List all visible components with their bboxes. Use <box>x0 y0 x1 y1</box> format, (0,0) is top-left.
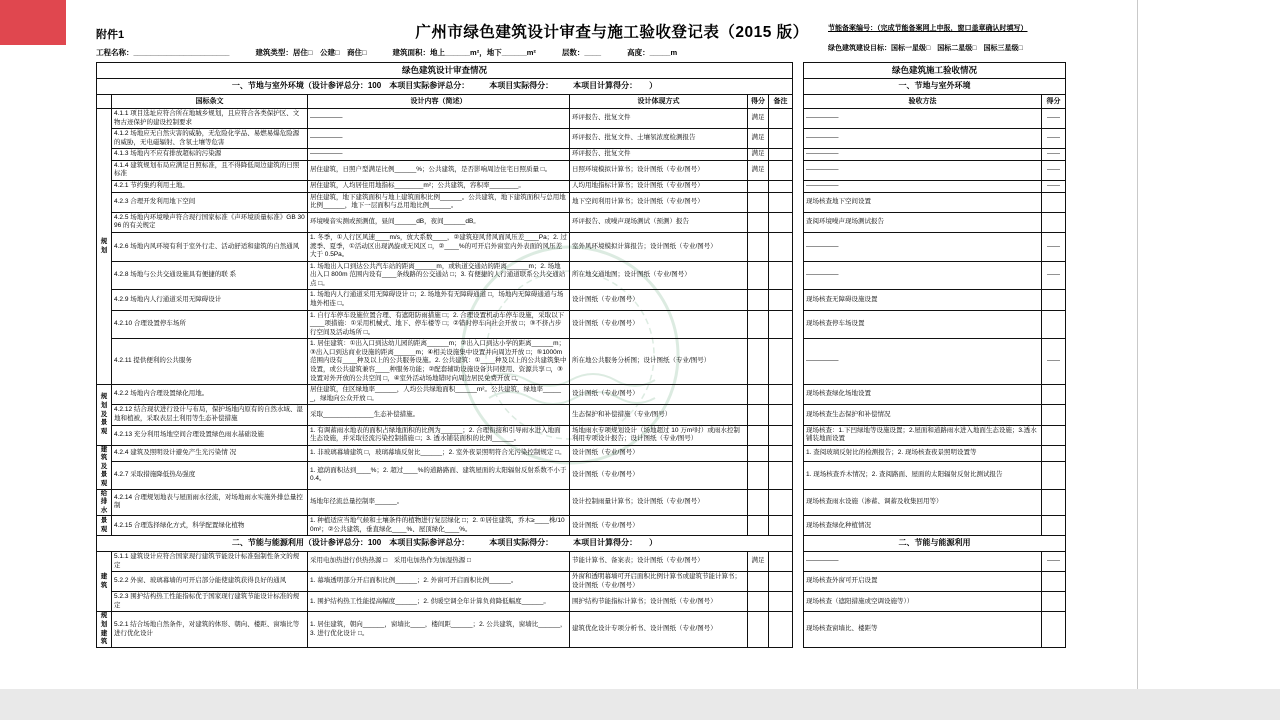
acceptance-score-cell <box>1042 212 1066 232</box>
registration-table <box>96 62 1066 648</box>
design-content-cell: 环境噪音实测或预测值，昼间______dB，夜间______dB。 <box>308 212 570 232</box>
table-row <box>97 192 1066 212</box>
category-cell: 规划建筑 <box>97 612 112 647</box>
score-cell <box>748 516 769 536</box>
table-gap <box>793 425 804 445</box>
acceptance-method-cell: ————— <box>804 109 1042 129</box>
note-cell <box>769 232 793 261</box>
score-cell <box>748 489 769 516</box>
design-content-cell: 1. 种植适应当地气候和土壤条件的植物进行复层绿化 □；2. ①居住建筑，乔木≥____株/100m²；②公共建筑，垂直绿化____%、屋顶绿化____%。 <box>308 516 570 536</box>
design-content-cell: 1. 冬季，①人行区风速____m/s，放大系数____，②建筑迎风背风面风压差____Pa；2. 过渡季、夏季，①活动区出现涡旋或无风区 □，②____%的可开启外窗室内外表面的风压差大于 0.5Pa。 <box>308 232 570 261</box>
design-method-cell: 设计图纸（专业/图号） <box>570 290 748 310</box>
score-cell <box>748 572 769 592</box>
table-gap <box>793 149 804 161</box>
acceptance-score-cell: —— <box>1042 551 1066 571</box>
table-row <box>97 160 1066 180</box>
table-gap <box>793 572 804 592</box>
score-cell <box>748 232 769 261</box>
design-method-header: 设计体现方式 <box>570 94 748 108</box>
score-cell <box>748 385 769 405</box>
table-gap <box>793 339 804 385</box>
acceptance-score-cell: —— <box>1042 109 1066 129</box>
table-row <box>97 129 1066 149</box>
note-cell <box>769 192 793 212</box>
acceptance-method-cell: ————— <box>804 339 1042 385</box>
note-cell <box>769 160 793 180</box>
clause-cell: 4.2.11 提供便利的公共服务 <box>112 339 308 385</box>
acceptance-method-cell: 现场核查窗墙比、楼距等 <box>804 612 1042 647</box>
design-content-cell: 1. 场地内人行通道采用无障碍设计 □；2. 场地外有无障碍通道 □，场地内无障碍通道与场地外相连 □。 <box>308 290 570 310</box>
design-method-cell: 外窗和透明幕墙可开启面积比例计算书或建筑节能计算书；设计图纸（专业/图号） <box>570 572 748 592</box>
acceptance-score-cell <box>1042 385 1066 405</box>
clause-cell: 5.2.3 围护结构热工性能指标优于国家现行建筑节能设计标准的规定 <box>112 592 308 612</box>
score-cell <box>748 612 769 647</box>
table-gap <box>793 232 804 261</box>
acceptance-method-cell: 现场核查停车场设置 <box>804 310 1042 339</box>
score-cell <box>748 181 769 193</box>
table-gap <box>793 94 804 108</box>
design-method-cell: 人均用地指标计算书；设计图纸（专业/图号） <box>570 181 748 193</box>
acceptance-method-cell: 现场核查：1.下凹绿地等设施设置；2.屋面和道路雨水进入地面生态设施；3.透水铺装地面设置 <box>804 425 1042 445</box>
section-heading-design: 一、节地与室外环境（设计参评总分：100 本项目实际参评总分： 本项目实际得分： 本项目计算得分： ） <box>97 79 793 95</box>
table-gap <box>793 109 804 129</box>
score-header: 得分 <box>748 94 769 108</box>
table-gap <box>793 129 804 149</box>
table-row <box>97 232 1066 261</box>
score-cell <box>748 261 769 290</box>
table-row <box>97 489 1066 516</box>
design-method-cell: 设计图纸（专业/图号） <box>570 461 748 489</box>
design-method-cell: 生态保护和补偿措施（专业/图号） <box>570 405 748 425</box>
green-target-note: 绿色建筑建设目标：国标一星级□ 国标二星级□ 国标三星级□ <box>828 44 1023 52</box>
bottom-gray-strip <box>0 689 1280 720</box>
design-method-cell: 日照环境模拟计算书；设计图纸（专业/图号） <box>570 160 748 180</box>
design-method-cell: 室外风环境模拟计算报告；设计图纸（专业/图号） <box>570 232 748 261</box>
clause-cell: 5.2.2 外窗、玻璃幕墙的可开启部分能使建筑获得良好的通风 <box>112 572 308 592</box>
design-content-header: 设计内容（简述） <box>308 94 570 108</box>
info-segment-4: 高度：_____m <box>627 48 678 57</box>
acceptance-method-cell: ————— <box>804 160 1042 180</box>
acceptance-method-cell: ————— <box>804 181 1042 193</box>
red-corner-block <box>0 0 66 45</box>
design-method-cell: 围护结构节能指标计算书；设计图纸（专业/图号） <box>570 592 748 612</box>
table-gap <box>793 181 804 193</box>
design-method-cell: 所在地交通地图；设计图纸（专业/图号） <box>570 261 748 290</box>
acceptance-method-cell: 现场核查绿化场地设置 <box>804 385 1042 405</box>
design-method-cell: 设计图纸（专业/图号） <box>570 516 748 536</box>
score-cell <box>748 212 769 232</box>
design-method-cell: 场地雨水专项规划设计（场地超过 10 万m²时）或雨水控制利用专项设计报告；设计图纸（专业/图号） <box>570 425 748 445</box>
table-gap <box>793 79 804 95</box>
info-segment-0: 工程名称：_______________________ <box>96 48 230 57</box>
acceptance-score-cell <box>1042 405 1066 425</box>
design-content-cell: 1. 居住建筑：①出入口到达幼儿园的距离______m；②出入口到达小学的距离______m；③出入口到达商业设施的距离______m；④相关设施集中设置并向周边开放 □；⑤1000m 范围内设有____种及以上的公共服务设施。2. 公共建筑：①____种及以上的公共建筑集中设置，或公共建筑兼容____种服务功能；②配套辅助设施设备共同使用、资源共享 □，③设置对外开放的公共空间 □，④室外活动场地错时向周边居民免费开放 □。 <box>308 339 570 385</box>
table-gap <box>793 212 804 232</box>
clause-cell: 4.2.8 场地与公共交通设施具有便捷的联 系 <box>112 261 308 290</box>
design-content-cell: 1. 幕墙透明部分开启面积比例______；2. 外窗可开启面积比例______。 <box>308 572 570 592</box>
design-method-cell: 设计图纸（专业/图号） <box>570 310 748 339</box>
acceptance-method-header: 验收方法 <box>804 94 1042 108</box>
design-content-cell: 1. 自行车停车设施位置合理、有遮阳防雨措施 □；2. 合理设置机动车停车设施，采取以下____项措施：①采用机械式、地下、停车楼等 □；②错时停车向社会开放 □；③不挤占步行空间及活动场所 □。 <box>308 310 570 339</box>
score-cell <box>748 425 769 445</box>
note-cell <box>769 212 793 232</box>
table-row <box>97 290 1066 310</box>
table-gap <box>793 310 804 339</box>
design-content-cell: 居住建筑，人均居住用地指标________m²；公共建筑，容积率________。 <box>308 181 570 193</box>
design-content-cell: ————— <box>308 149 570 161</box>
table-row <box>97 572 1066 592</box>
design-content-cell: 场地年径流总量控制率______。 <box>308 489 570 516</box>
note-cell <box>769 489 793 516</box>
clause-cell: 4.2.7 采取措施降低热岛强度 <box>112 461 308 489</box>
acceptance-method-cell: 查阅环境噪声现场测试报告 <box>804 212 1042 232</box>
note-cell <box>769 310 793 339</box>
acceptance-method-cell: 现场核查绿化种植情况 <box>804 516 1042 536</box>
clause-cell: 4.2.15 合理选择绿化方式，科学配置绿化植物 <box>112 516 308 536</box>
acceptance-score-cell <box>1042 572 1066 592</box>
design-method-cell: 环评报告、批复文件 <box>570 149 748 161</box>
design-content-cell: ————— <box>308 109 570 129</box>
design-content-cell: 1. 有调蓄雨水地表的面积占绿地面积的比例为______；2. 合理衔接和引导雨水进入地面生态设施，并采取径流污染控制措施 □；3. 透水铺装面积的比例______。 <box>308 425 570 445</box>
design-content-cell: 采取______________生态补偿措施。 <box>308 405 570 425</box>
clause-cell: 4.1.3 场地内不应有排放超标的污染源 <box>112 149 308 161</box>
design-method-cell: 建筑优化设计专项分析书、设计图纸（专业/图号） <box>570 612 748 647</box>
acceptance-score-cell <box>1042 192 1066 212</box>
page-edge-line <box>1137 0 1138 720</box>
acceptance-score-cell <box>1042 489 1066 516</box>
table-gap <box>793 385 804 405</box>
acceptance-score-cell <box>1042 612 1066 647</box>
construction-acceptance-title: 绿色建筑施工验收情况 <box>804 63 1066 79</box>
acceptance-score-cell: —— <box>1042 160 1066 180</box>
info-segment-2: 建筑面积：地上______m²，地下______m² <box>392 48 536 57</box>
table-row <box>97 612 1066 647</box>
design-method-cell: 所在地公共服务分析图；设计图纸（专业/图号） <box>570 339 748 385</box>
table-title-row <box>97 63 1066 79</box>
acceptance-score-cell <box>1042 310 1066 339</box>
table-gap <box>793 261 804 290</box>
table-gap <box>793 489 804 516</box>
design-content-cell: 采用电加热进行供热热源 □ 采用电加热作为加湿热源 □ <box>308 551 570 571</box>
note-cell <box>769 290 793 310</box>
score-cell: 满足 <box>748 160 769 180</box>
table-gap <box>793 405 804 425</box>
clause-cell: 4.1.2 场地应无自然灾害的威胁，无危险化学品、易燃易爆危险源的威胁，无电磁辐射、含氡土壤等危害 <box>112 129 308 149</box>
score-cell <box>748 310 769 339</box>
category-cell: 规划及景观 <box>97 385 112 445</box>
score-cell <box>748 405 769 425</box>
table-row <box>97 212 1066 232</box>
design-method-cell: 设计控制雨量计算书；设计图纸（专业/图号） <box>570 489 748 516</box>
category-cell: 规划 <box>97 109 112 385</box>
clause-cell: 4.2.4 建筑及照明设计避免产生光污染情 况 <box>112 445 308 461</box>
design-content-cell: 1. 场地出入口到达公共汽车站的距离______m，或轨道交通站的距离______m；2. 场地出入口 800m 范围内设有____条线路的公交通站 □；3. 有便捷的人行通道联系公共交通站点 □。 <box>308 261 570 290</box>
note-cell <box>769 445 793 461</box>
acceptance-method-cell: ————— <box>804 551 1042 571</box>
table-gap <box>793 445 804 461</box>
note-cell <box>769 261 793 290</box>
section-heading-design: 二、节能与能源利用（设计参评总分：100 本项目实际参评总分： 本项目实际得分： 本项目计算得分： ） <box>97 536 793 552</box>
table-row <box>97 405 1066 425</box>
note-cell <box>769 129 793 149</box>
clause-cell: 4.2.2 场地内合理设置绿化用地。 <box>112 385 308 405</box>
design-content-cell: ————— <box>308 129 570 149</box>
acceptance-score-cell: —— <box>1042 232 1066 261</box>
category-cell: 景观 <box>97 516 112 536</box>
rows-body <box>97 63 1066 648</box>
table-gap <box>793 160 804 180</box>
acceptance-method-cell: 现场核查地下空间设置 <box>804 192 1042 212</box>
note-cell <box>769 551 793 571</box>
clause-cell: 4.2.13 充分利用场地空间合理设置绿色雨水基础设施 <box>112 425 308 445</box>
design-method-cell: 环评报告、批复文件 <box>570 109 748 129</box>
acceptance-method-cell: 现场核查外窗可开启设置 <box>804 572 1042 592</box>
category-cell: 给排水 <box>97 489 112 516</box>
score-cell: 满足 <box>748 129 769 149</box>
header-notes <box>828 24 1128 54</box>
clause-cell: 4.2.12 结合现状进行设计与布局，保护场地内原有的自然水域、湿地和植被，采取表层土利用等生态补偿措施 <box>112 405 308 425</box>
section-row <box>97 536 1066 552</box>
table-gap <box>793 592 804 612</box>
acceptance-method-cell: 1. 现场核查乔木情况；2. 查阅路面、屋面的太阳辐射反射比测试报告 <box>804 461 1042 489</box>
acceptance-score-header: 得分 <box>1042 94 1066 108</box>
acceptance-score-cell: —— <box>1042 129 1066 149</box>
score-cell: 满足 <box>748 149 769 161</box>
column-header-row <box>97 94 1066 108</box>
design-content-cell: 1. 遮荫面积达到____%；2. 超过____%的道路路面、建筑屋面的太阳辐射反射系数不小于 0.4。 <box>308 461 570 489</box>
clause-header: 国标条文 <box>112 94 308 108</box>
category-cell: 建筑 <box>97 551 112 611</box>
clause-cell: 5.2.1 结合场地自然条件，对建筑的体形、朝向、楼距、窗墙比等进行优化设计 <box>112 612 308 647</box>
section-heading-acceptance: 一、节地与室外环境 <box>804 79 1066 95</box>
design-content-cell: 1. 居住建筑，朝向______，窗墙比____，楼间距______；2. 公共建筑，窗墙比______，3. 进行优化设计 □。 <box>308 612 570 647</box>
section-row <box>97 79 1066 95</box>
acceptance-score-cell <box>1042 445 1066 461</box>
acceptance-score-cell: —— <box>1042 339 1066 385</box>
note-cell <box>769 181 793 193</box>
table-gap <box>793 290 804 310</box>
note-cell <box>769 425 793 445</box>
clause-cell: 4.2.1 节约集约利用土地。 <box>112 181 308 193</box>
acceptance-score-cell: —— <box>1042 261 1066 290</box>
table-row <box>97 551 1066 571</box>
clause-cell: 5.1.1 建筑设计应符合国家现行建筑节能设计标准强制性条文的规定 <box>112 551 308 571</box>
acceptance-method-cell: 1. 查阅玻璃反射比的检测报告；2. 现场核查夜景照明设置等 <box>804 445 1042 461</box>
table-row <box>97 181 1066 193</box>
info-segment-1: 建筑类型：居住□ 公建□ 商住□ <box>255 48 367 57</box>
design-content-cell: 居住建筑，日照户型满足比例______%；公共建筑，是否影响周边住宅日照质量 □。 <box>308 160 570 180</box>
acceptance-method-cell: ————— <box>804 232 1042 261</box>
note-cell <box>769 405 793 425</box>
note-cell <box>769 385 793 405</box>
design-content-cell: 居住建筑，地下建筑面积与地上建筑面积比例______。公共建筑，地下建筑面积与总用地比例______，地下一层面积与总用地比例______。 <box>308 192 570 212</box>
note-cell <box>769 109 793 129</box>
table-gap <box>793 536 804 552</box>
acceptance-score-cell <box>1042 592 1066 612</box>
design-method-cell: 节能计算书、备案表；设计图纸（专业/图号） <box>570 551 748 571</box>
clause-cell: 4.2.3 合理开发利用地下空间 <box>112 192 308 212</box>
acceptance-method-cell: 现场核查（遮阳措施或空调设施等）） <box>804 592 1042 612</box>
design-content-cell: 1. 围护结构热工性能提高幅度______；2. 供暖空调全年计算负荷降低幅度______。 <box>308 592 570 612</box>
acceptance-method-cell: ————— <box>804 261 1042 290</box>
note-cell <box>769 149 793 161</box>
clause-cell: 4.2.6 场地内风环境有利于室外行走、活动舒适和建筑的自然通风 <box>112 232 308 261</box>
score-cell <box>748 290 769 310</box>
table-gap <box>793 63 804 79</box>
score-cell: 满足 <box>748 551 769 571</box>
table-row <box>97 339 1066 385</box>
table-row <box>97 445 1066 461</box>
table-row <box>97 425 1066 445</box>
table-row <box>97 385 1066 405</box>
note-cell <box>769 516 793 536</box>
clause-cell: 4.1.4 建筑规划布局应满足日照标准，且不得降低周边建筑的日照标准 <box>112 160 308 180</box>
attachment-label: 附件1 <box>96 29 125 41</box>
table-row <box>97 109 1066 129</box>
category-header <box>97 94 112 108</box>
score-cell <box>748 592 769 612</box>
table-row <box>97 592 1066 612</box>
score-cell <box>748 192 769 212</box>
section-heading-acceptance: 二、节能与能源利用 <box>804 536 1066 552</box>
design-method-cell: 地下空间利用计算书；设计图纸（专业/图号） <box>570 192 748 212</box>
table-row <box>97 516 1066 536</box>
design-method-cell: 设计图纸（专业/图号） <box>570 385 748 405</box>
score-cell <box>748 339 769 385</box>
design-method-cell: 环评报告、或噪声现场测试（预测）报告 <box>570 212 748 232</box>
table-row <box>97 461 1066 489</box>
design-method-cell: 设计图纸（专业/图号） <box>570 445 748 461</box>
table-gap <box>793 192 804 212</box>
project-info-line <box>96 47 836 58</box>
note-cell <box>769 612 793 647</box>
score-cell <box>748 445 769 461</box>
clause-cell: 4.2.14 合理规划地表与屋面雨水径流，对场地雨水实施外排总量控制 <box>112 489 308 516</box>
table-row <box>97 149 1066 161</box>
acceptance-score-cell: —— <box>1042 181 1066 193</box>
note-cell <box>769 461 793 489</box>
table-gap <box>793 461 804 489</box>
info-segment-3: 层数：____ <box>561 48 602 57</box>
acceptance-score-cell: —— <box>1042 149 1066 161</box>
table-gap <box>793 612 804 647</box>
acceptance-score-cell <box>1042 516 1066 536</box>
score-cell <box>748 461 769 489</box>
table-gap <box>793 551 804 571</box>
design-method-cell: 环评报告、批复文件、土壤氡浓度检测报告 <box>570 129 748 149</box>
acceptance-method-cell: 现场核查无障碍设施设置 <box>804 290 1042 310</box>
acceptance-method-cell: ————— <box>804 129 1042 149</box>
page-title: 广州市绿色建筑设计审查与施工验收登记表（2015 版） <box>415 24 809 41</box>
clause-cell: 4.2.5 场地内环境噪声符合现行国家标准《声环境质量标准》GB 3096 的有关规定 <box>112 212 308 232</box>
clause-cell: 4.2.9 场地内人行通道采用无障碍设计 <box>112 290 308 310</box>
design-review-title: 绿色建筑设计审查情况 <box>97 63 793 79</box>
note-cell <box>769 339 793 385</box>
score-cell: 满足 <box>748 109 769 129</box>
table-gap <box>793 516 804 536</box>
note-cell <box>769 572 793 592</box>
acceptance-score-cell <box>1042 425 1066 445</box>
acceptance-method-cell: ————— <box>804 149 1042 161</box>
acceptance-method-cell: 现场核查雨水设施（渗蓄、调蓄及收集回用等） <box>804 489 1042 516</box>
clause-cell: 4.2.10 合理设置停车场所 <box>112 310 308 339</box>
note-header: 备注 <box>769 94 793 108</box>
acceptance-score-cell <box>1042 290 1066 310</box>
table-row <box>97 261 1066 290</box>
table-row <box>97 310 1066 339</box>
clause-cell: 4.1.1 项目选址应符合所在地城乡规划，且应符合各类保护区、文物古迹保护的建设控制要求 <box>112 109 308 129</box>
acceptance-method-cell: 现场核查生态保护和补偿情况 <box>804 405 1042 425</box>
design-content-cell: 1. 非玻璃幕墙建筑 □，玻璃幕墙反射比______；2. 室外夜景照明符合光污染控制规定 □。 <box>308 445 570 461</box>
design-content-cell: 居住建筑，住区绿地率______，人均公共绿地面积______m²。公共建筑，绿地率______，绿地向公众开放 □。 <box>308 385 570 405</box>
acceptance-score-cell <box>1042 461 1066 489</box>
energy-filing-note: 节能备案编号：（完成节能备案网上申报，窗口盖章确认时填写） <box>828 25 1028 32</box>
note-cell <box>769 592 793 612</box>
category-cell: 建筑及景观 <box>97 445 112 489</box>
